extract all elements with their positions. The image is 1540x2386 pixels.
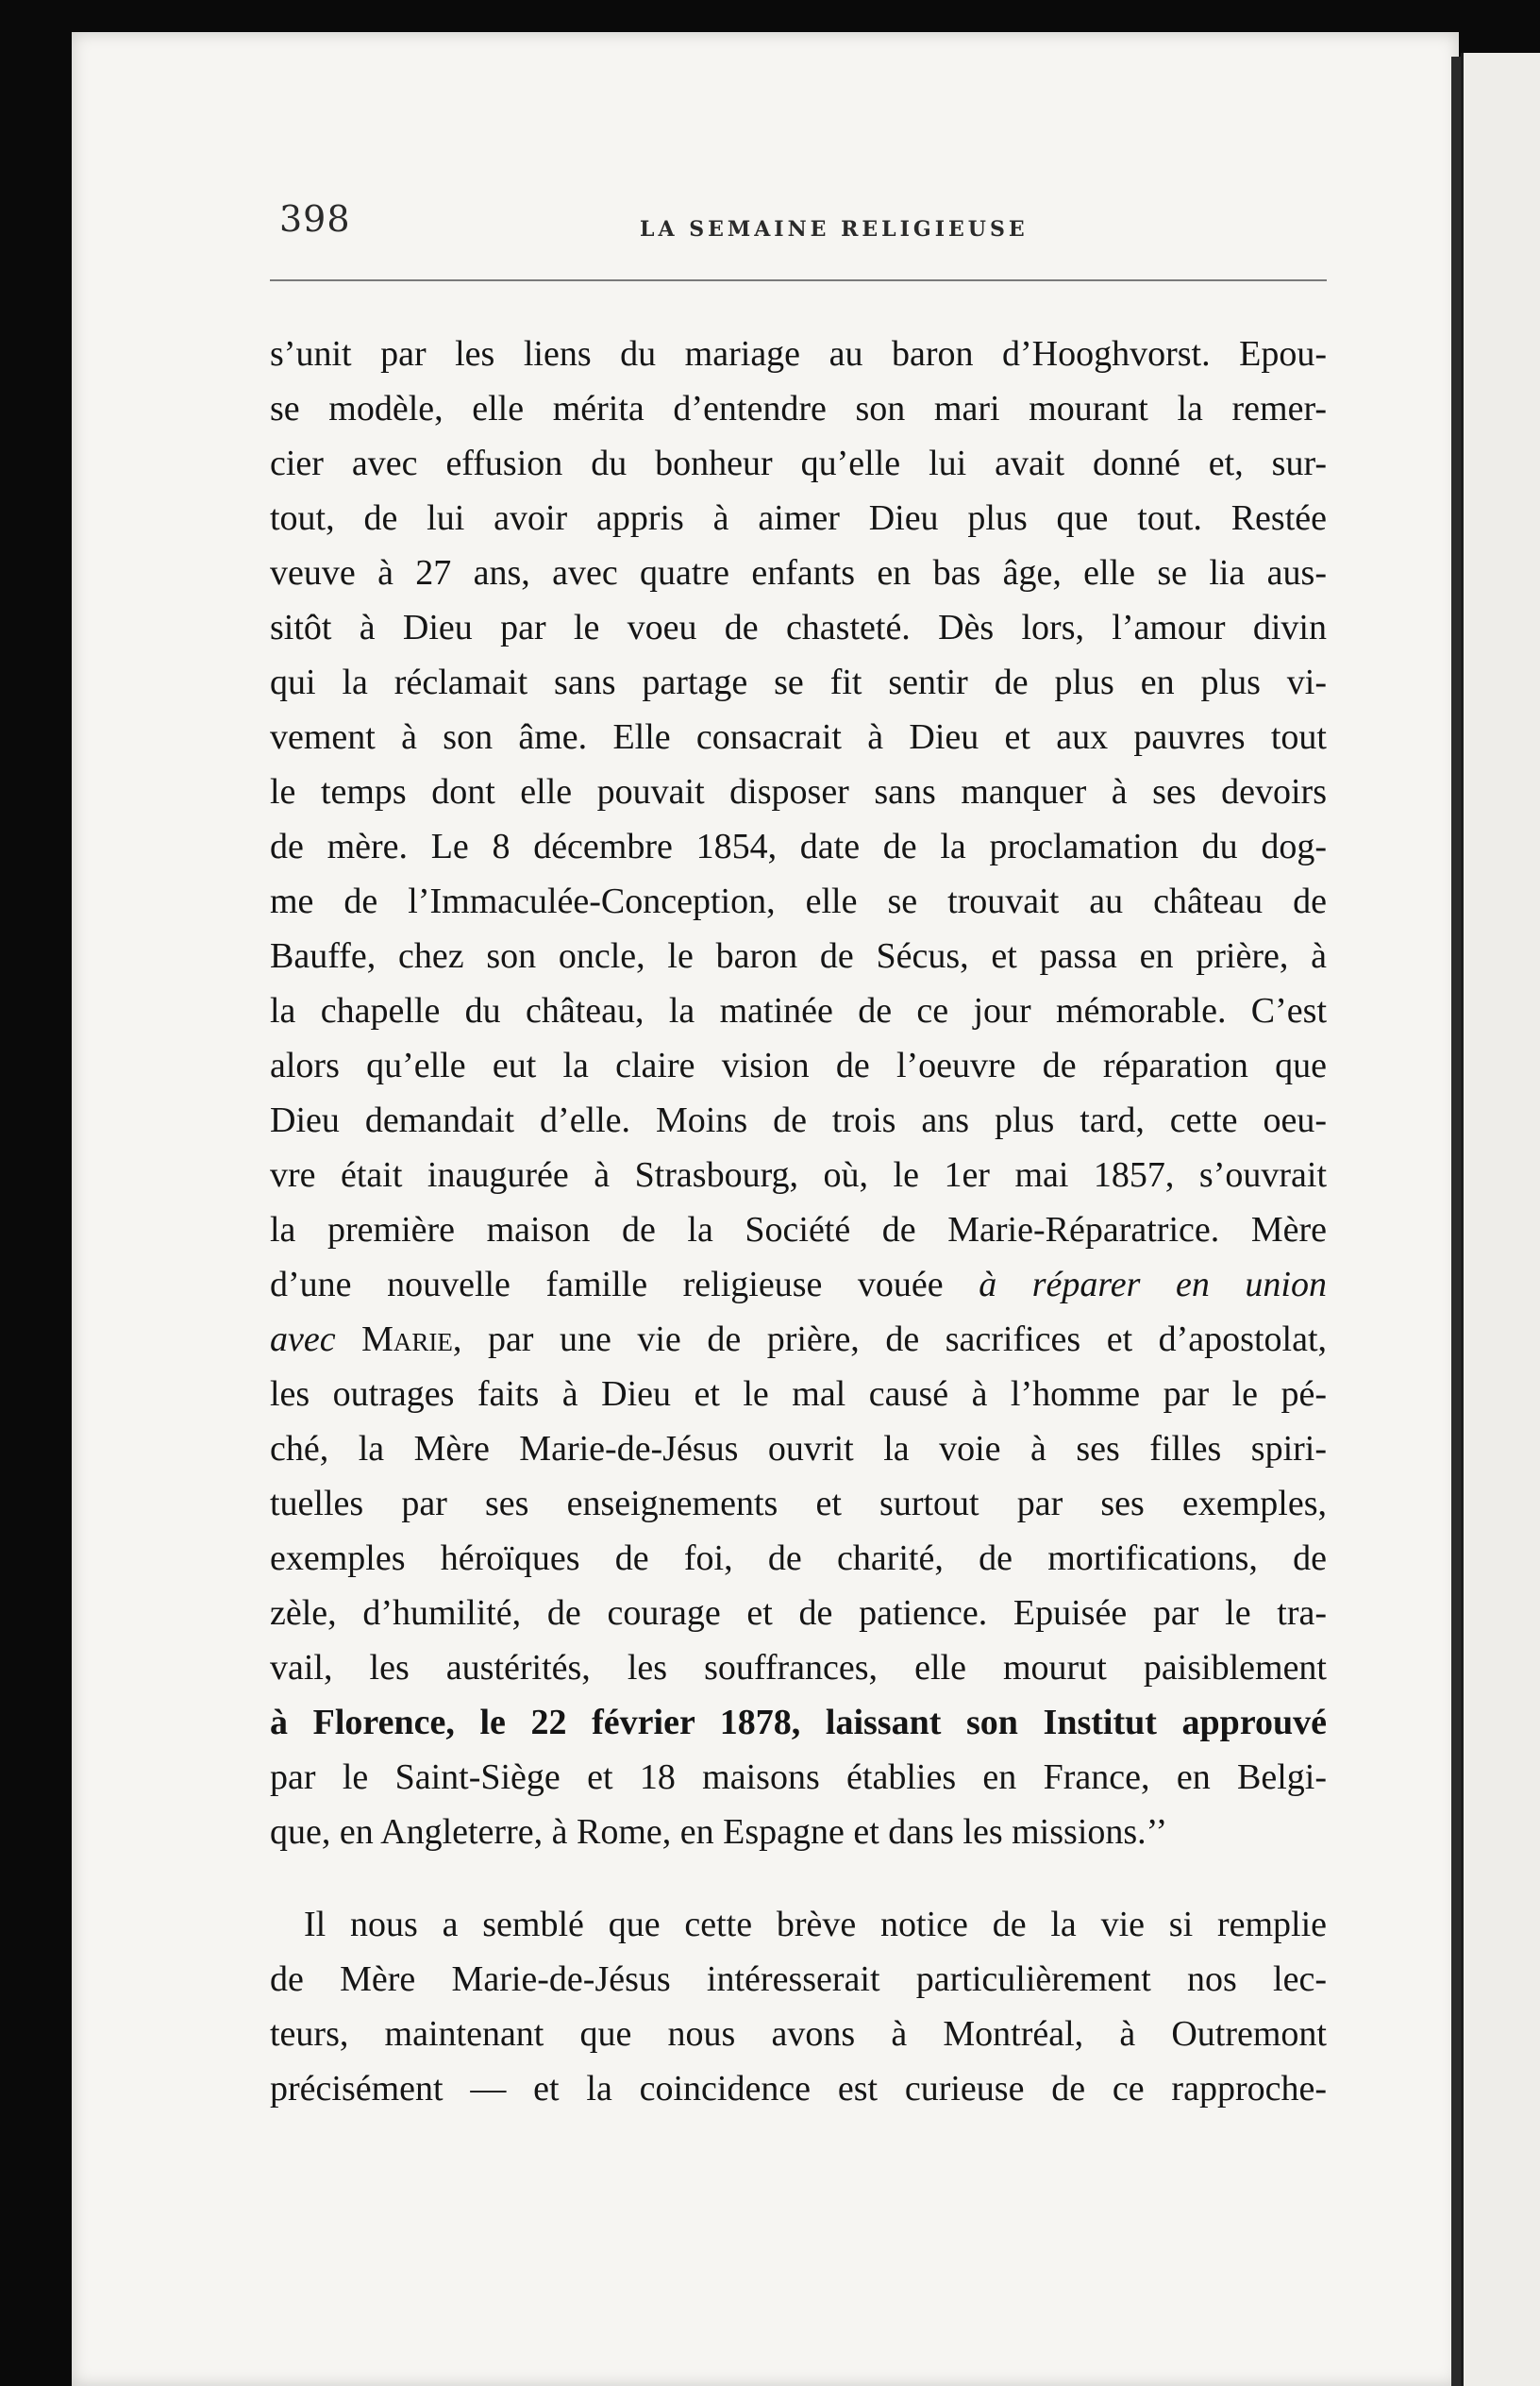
text-line: Bauffe, chez son oncle, le baron de Sécus, et passa en prière, à	[270, 936, 1327, 976]
italic-phrase: à réparer en union	[979, 1265, 1327, 1304]
text-line: de mère. Le 8 décembre 1854, date de la proclamation du dog-	[270, 827, 1327, 866]
text-line: par le Saint-Siège et 18 maisons établies en France, en Belgi-	[270, 1757, 1327, 1797]
text-line-italic-phrase	[270, 1257, 1327, 1312]
text-line: la chapelle du château, la matinée de ce jour mémorable. C’est	[270, 991, 1327, 1031]
paragraph-1	[270, 327, 1327, 1859]
text-line: vail, les austérités, les souffrances, elle mourut paisiblement	[270, 1648, 1327, 1688]
text-line: tout, de lui avoir appris à aimer Dieu plus que tout. Restée	[270, 498, 1327, 538]
running-head: LA SEMAINE RELIGIEUSE	[640, 217, 1029, 242]
italic-word: avec	[270, 1319, 336, 1359]
text-line: la première maison de la Société de Marie-Réparatrice. Mère	[270, 1210, 1327, 1250]
text-line: zèle, d’humilité, de courage et de patience. Epuisée par le tra-	[270, 1593, 1327, 1633]
text-line-smallcaps-name	[270, 1312, 1327, 1367]
text-line: ché, la Mère Marie-de-Jésus ouvrit la voie à ses filles spiri-	[270, 1429, 1327, 1469]
text-line: qui la réclamait sans partage se fit sentir de plus en plus vi-	[270, 663, 1327, 702]
text-line: Il nous a semblé que cette brève notice de la vie si remplie	[304, 1905, 1327, 1944]
text-line: Dieu demandait d’elle. Moins de trois ans plus tard, cette oeu-	[270, 1101, 1327, 1140]
text-line: cier avec effusion du bonheur qu’elle lui avait donné et, sur-	[270, 444, 1327, 483]
text-line: se modèle, elle mérita d’entendre son mari mourant la remer-	[270, 389, 1327, 428]
smallcaps-name: Marie,	[335, 1319, 462, 1359]
text-line-last: que, en Angleterre, à Rome, en Espagne et dans les missions.’’	[270, 1812, 1168, 1852]
text-line: teurs, maintenant que nous avons à Montréal, à Outremont	[270, 2014, 1327, 2054]
body-text	[270, 327, 1327, 2116]
text-line: vement à son âme. Elle consacrait à Dieu et aux pauvres tout	[270, 717, 1327, 757]
paragraph-gap	[270, 1859, 1327, 1897]
page-number: 398	[279, 198, 351, 240]
text-line: s’unit par les liens du mariage au baron d’Hooghvorst. Epou-	[270, 334, 1327, 374]
text-line: le temps dont elle pouvait disposer sans manquer à ses devoirs	[270, 772, 1327, 812]
text-span: par une vie de prière, de sacrifices et d’apostolat,	[461, 1319, 1327, 1359]
text-line: alors qu’elle eut la claire vision de l’oeuvre de réparation que	[270, 1046, 1327, 1085]
text-line: me de l’Immaculée-Conception, elle se trouvait au château de	[270, 882, 1327, 921]
text-line: exemples héroïques de foi, de charité, de mortifications, de	[270, 1538, 1327, 1578]
text-line: sitôt à Dieu par le voeu de chasteté. Dès lors, l’amour divin	[270, 608, 1327, 647]
header-rule	[270, 279, 1327, 281]
text-line-bold: à Florence, le 22 février 1878, laissant son Institut approuvé	[270, 1703, 1327, 1742]
text-line: précisément — et la coincidence est curieuse de ce rapproche-	[270, 2069, 1327, 2109]
page-gutter-shadow	[1451, 57, 1461, 2386]
text-line: de Mère Marie-de-Jésus intéresserait particulièrement nos lec-	[270, 1959, 1327, 1999]
adjacent-page-strip	[1461, 53, 1540, 2386]
paragraph-2	[270, 1897, 1327, 2116]
text-line: tuelles par ses enseignements et surtout par ses exemples,	[270, 1484, 1327, 1523]
text-line: veuve à 27 ans, avec quatre enfants en bas âge, elle se lia aus-	[270, 553, 1327, 593]
text-span: d’une nouvelle famille religieuse vouée	[270, 1265, 979, 1304]
text-line: vre était inaugurée à Strasbourg, où, le 1er mai 1857, s’ouvrait	[270, 1155, 1327, 1195]
text-line: les outrages faits à Dieu et le mal causé à l’homme par le pé-	[270, 1374, 1327, 1414]
